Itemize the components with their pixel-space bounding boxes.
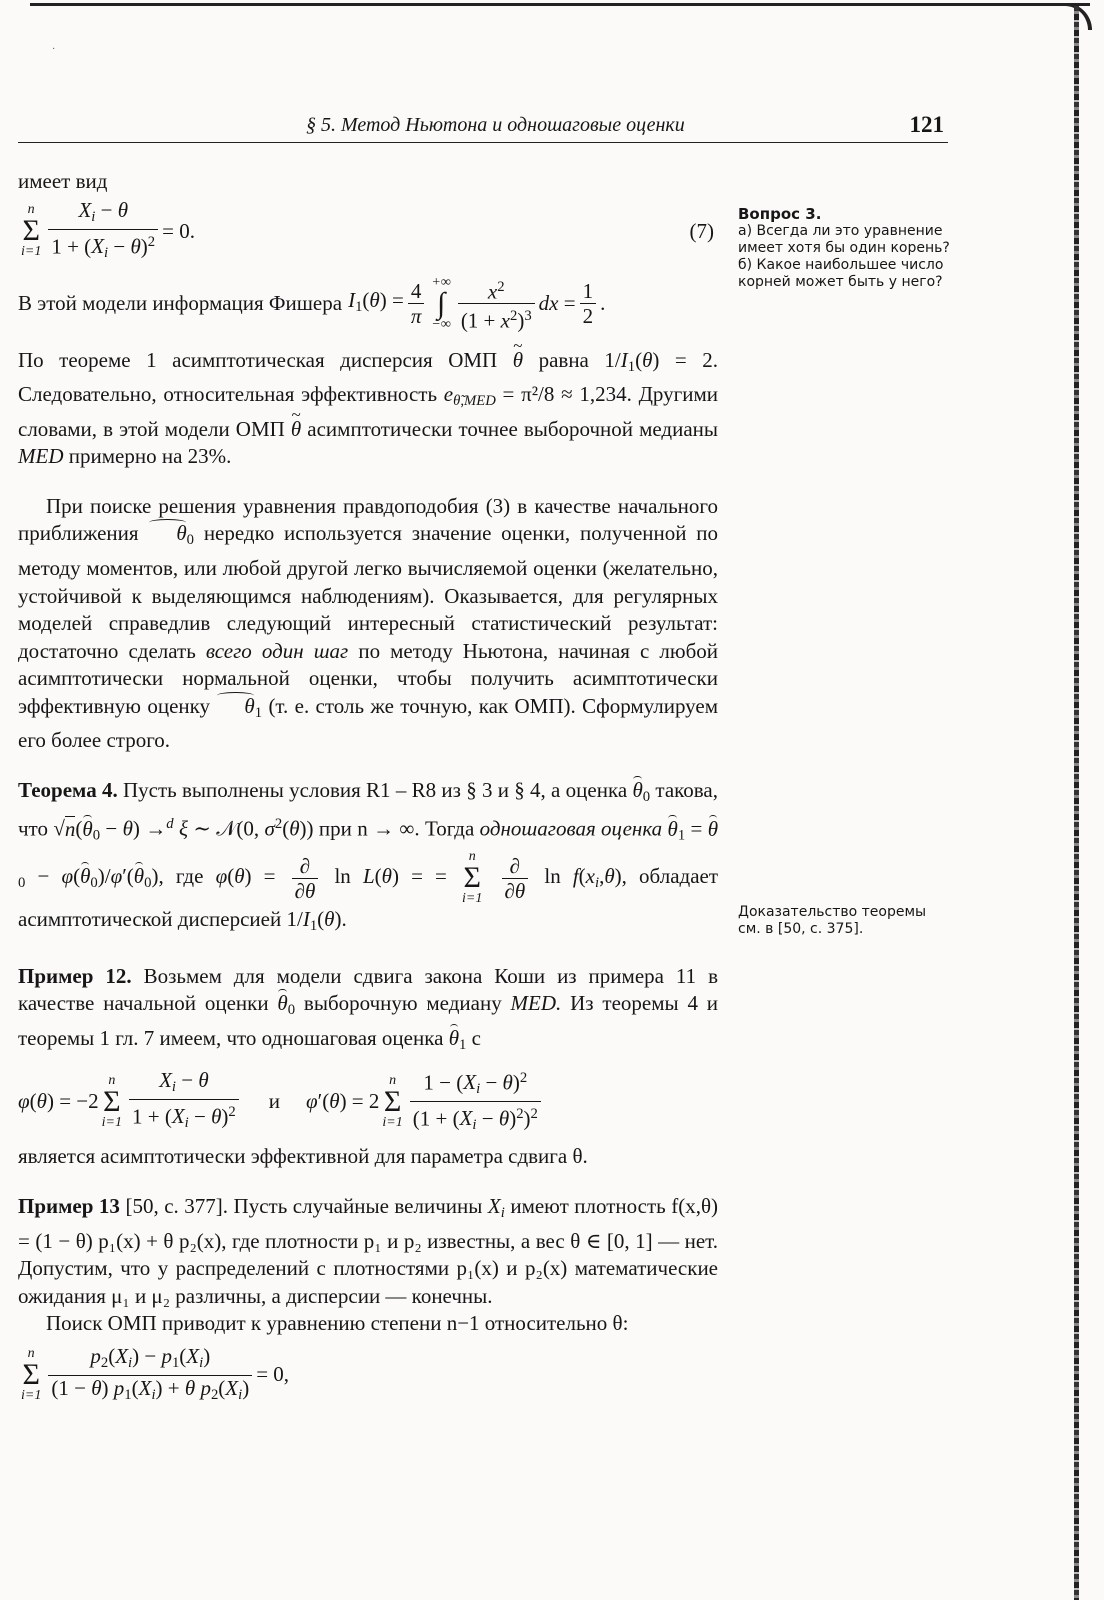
theorem-title: Теорема 4. [18,777,118,802]
sidebar-proof-note: Доказательство теоремы см. в [50, с. 375]. [738,904,927,937]
equation-mixture: n Σ i=1 $\frac{p_2(X_i) - p_1(X_i)}{(1 - \theta) p_1(X_i) + \theta p_2(X_i)}$ = 0, [18,1344,718,1407]
example-12-conclusion: является асимптотически эффективной для параметра сдвига θ. [18,1144,588,1169]
example-13-continuation: Поиск ОМП приводит к уравнению степени n−1 относительно θ: [46,1311,629,1336]
question-title: Вопрос 3. [738,205,822,223]
equation-phi: φ(θ) = −2 n Σ i=1 $\frac{X_i - \theta}{1 + (X_i - \theta)^2}$ и φ′(θ) = 2 n Σ i=1 $\frac{1 - (X_i - \theta)^2}{(1 + (X_i - \theta)^2)^2}$ [18,1066,718,1138]
running-title: § 5. Метод Ньютона и одношаговые оценки [306,114,685,136]
equation-7: n Σ i=1 $\frac{X_i - \theta}{1 + (X_i - \theta)^2}$ = 0. (7) [18,198,718,266]
page-corner-curl [1040,3,1092,30]
main-text-column [18,168,718,1413]
paragraph-newton-search: При поиске решения уравнения правдоподобия (3) в качестве начального приближения $\theta_0$ нередко используется значение оценки, полученной по методу моментов, или любой другой легко вычисляемой оценки (желательно, устойчивой к выделяющимся наблюдениям). Оказывается, для регулярных моделей справедлив следующий интересный статистический результат: достаточно сделать всего один шаг по методу Ньютона, начиная с любой асимптотически нормальной оценки, чтобы получить асимптотически эффективную оценку $\theta_1$ (т. е. столь же точную, как ОМП). Сформулируем его более строго. [18,493,719,753]
page-top-edge [30,3,1090,6]
equation-number: (7) [689,218,714,243]
page-number: 121 [909,112,944,137]
scan-speck: · [52,44,56,55]
paragraph-asymptotic: По теореме 1 асимптотическая дисперсия ОМП ~ θ равна $1/I_1(\theta) = 2$. Следовательно, относительная эффективность $e_{\thetã,MED} = \pi^2/8 \approx 1,234$. Другими словами, в этой модели ОМП ~ θ асимптотически точнее выборочной медианы MED примерно на 23%. [18,347,718,471]
fisher-information-line: В этой модели информация Фишера $I_1(\theta)$ = $\frac{4}{\pi}$ +∞ ∫ −∞ $\frac{x^2}{(1 + x^2)^3}$ dx = $\frac{1}{2}$ . [18,274,606,333]
sum-symbol: n Σ i=1 [21,202,42,260]
intro-text: имеет вид [18,169,108,193]
example-13: Пример 13 [50, с. 377]. Пусть случайные величины $X_i$ имеют плотность f(x,θ) = (1 − θ) p₁(x) + θ p₂(x), где плотности p₁ и p₂ известны, а вес θ ∈ [0, 1] — нет. Допустим, что у распределений с плотностями p₁(x) и p₂(x) математические ожидания μ₁ и μ₂ различны, а дисперсии — конечны. [18,1193,719,1308]
integral-symbol: +∞ ∫ −∞ [431,274,451,332]
example-13-title: Пример 13 [18,1193,120,1218]
page-right-edge [1074,6,1079,1600]
question-text: а) Всегда ли это уравнение имеет хотя бы один корень? б) Какое наибольшее число корней может быть у него? [738,223,950,290]
theorem-4: Теорема 4. Пусть выполнены условия R1 – R8 из § 3 и § 4, а оценка $\theta_0$ такова, что $√n(\theta_0 - \theta) \to^d$ ξ ∼ 𝒩(0, $\sigma^2(\theta)$) при n → ∞. Тогда одношаговая оценка $\theta_1 = \theta_0 - \varphi(\theta_0)/\varphi'(\theta_0)$, где φ(θ) = $\frac{\partial}{\partial\theta}$ ln L(θ) = = n Σ i=1 $\frac{\partial}{\partial\theta}$ $\ln f(x_i,\theta)$, обладает асимптотической дисперсией $1/I_1(\theta)$. [18,777,719,935]
example-12-title: Пример 12. [18,963,132,988]
example-12: Пример 12. Возьмем для модели сдвига закона Коши из примера 11 в качестве начальной оценки $\theta_0$ выборочную медиану MED. Из теоремы 4 и теоремы 1 гл. 7 имеем, что одношаговая оценка $\theta_1$ с [18,963,719,1054]
fisher-lead: В этой модели информация Фишера [18,291,343,316]
running-header [18,112,948,143]
fraction: $\frac{X_i - \theta}{1 + (X_i - \theta)^2}$ [48,198,158,266]
sidebar-question [738,206,952,291]
